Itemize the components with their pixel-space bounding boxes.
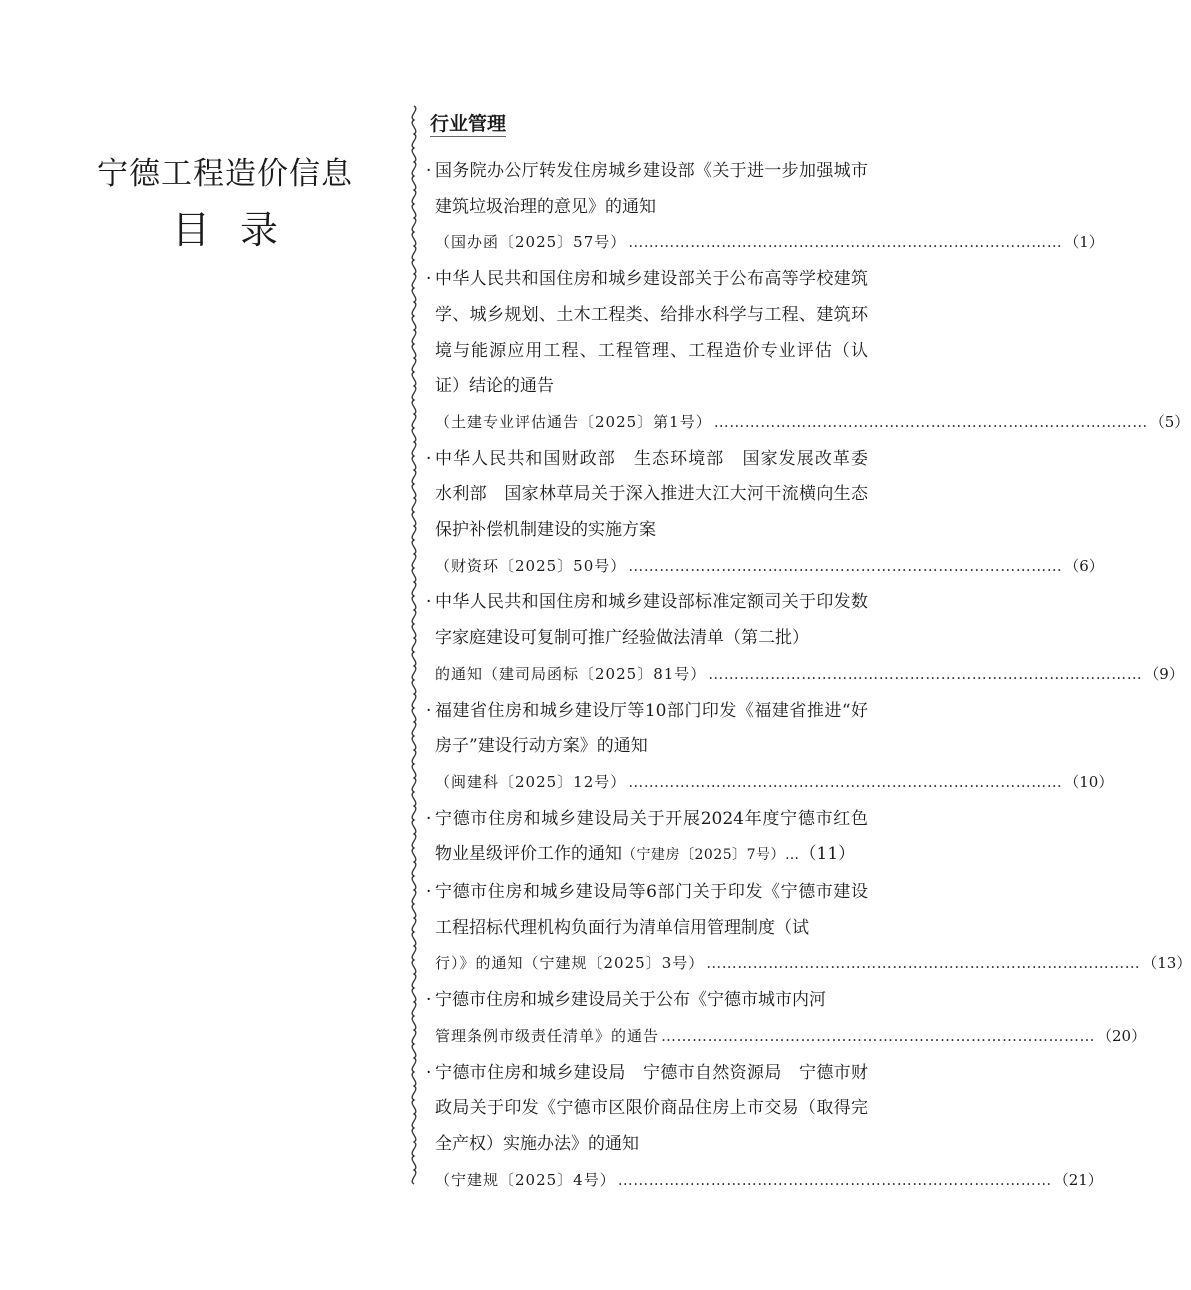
entry-ref-line: [428, 946, 1191, 982]
toc-entry[interactable]: [428, 875, 1191, 982]
entry-page-number: （10）: [1064, 772, 1114, 791]
toc-entry[interactable]: [428, 694, 1114, 801]
toc-entry[interactable]: [428, 442, 1104, 585]
entry-ref-line: [428, 1019, 1147, 1055]
entry-page-number: （11）: [799, 844, 856, 865]
toc-entry[interactable]: [428, 802, 868, 874]
dot-leader: …: [785, 847, 800, 864]
dot-leader: …………………………………………………………………………: [617, 1170, 1052, 1189]
entry-doc-number: （财资环〔2025〕50号）: [435, 556, 627, 575]
entry-doc-number: （闽建科〔2025〕12号）: [435, 772, 627, 791]
dot-leader: …………………………………………………………………………: [708, 664, 1143, 683]
entry-doc-number: （土建专业评估通告〔2025〕第1号）: [435, 412, 712, 431]
entry-ref-line: [428, 657, 1184, 693]
entry-page-number: （5）: [1149, 412, 1190, 431]
toc-title-block: [80, 150, 370, 260]
dot-leader: …………………………………………………………………………: [661, 1026, 1096, 1045]
entry-page-number: （20）: [1097, 1026, 1147, 1045]
toc-entry[interactable]: [428, 1056, 1103, 1199]
section-heading: 行业管理: [430, 113, 507, 135]
entry-page-number: （6）: [1064, 556, 1104, 575]
dot-leader: …………………………………………………………………………: [713, 412, 1148, 431]
dot-leader: …………………………………………………………………………: [628, 556, 1063, 575]
entry-title: · 宁德市住房和城乡建设局 宁德市自然资源局 宁德市财政局关于印发《宁德市区限价商品住房上市交易（取得完全产权）实施办法》的通知: [428, 1056, 868, 1163]
entry-title-tail: 管理条例市级责任清单》的通告: [435, 1026, 660, 1045]
toc-entry[interactable]: [428, 585, 1184, 692]
entry-ref-line: [428, 225, 1104, 261]
entry-title: · 福建省住房和城乡建设厅等10部门印发《福建省推进“好房子”建设行动方案》的通知: [428, 694, 868, 765]
entry-page-number: （1）: [1064, 233, 1104, 252]
entry-title: · 中华人民共和国财政部 生态环境部 国家发展改革委 水利部 国家林草局关于深入推进大江大河干流横向生态保护补偿机制建设的实施方案: [428, 442, 868, 549]
entry-title-tail: 的通知: [435, 664, 484, 683]
publication-title: 宁德工程造价信息: [97, 156, 353, 192]
entry-doc-number: （建司局函标〔2025〕81号）: [483, 664, 707, 683]
entry-title: · 中华人民共和国住房和城乡建设部标准定额司关于印发数字家庭建设可复制可推广经验做法清单（第二批）: [428, 585, 868, 656]
entry-doc-number: （宁建规〔2025〕3号）: [523, 954, 705, 973]
entry-ref-line: [428, 405, 1190, 441]
entry-title: · 宁德市住房和城乡建设局关于公布《宁德市城市内河: [428, 983, 868, 1019]
toc-entry[interactable]: [428, 154, 1104, 261]
toc-entry[interactable]: [428, 262, 1190, 441]
entry-ref-line: [428, 1163, 1103, 1199]
table-of-contents: [428, 108, 1191, 1199]
entry-page-number: （13）: [1142, 954, 1191, 973]
entry-doc-number: （宁建房〔2025〕7号）: [622, 847, 786, 864]
entry-page-number: （21）: [1053, 1170, 1103, 1189]
dot-leader: …………………………………………………………………………: [706, 954, 1141, 973]
entry-ref-line: [428, 765, 1114, 801]
entry-doc-number: （国办函〔2025〕57号）: [435, 233, 627, 252]
contents-heading: 目录: [171, 208, 308, 252]
entry-doc-number: （宁建规〔2025〕4号）: [435, 1170, 616, 1189]
entry-title: · 中华人民共和国住房和城乡建设部关于公布高等学校建筑学、城乡规划、土木工程类、给排水科学与工程、建筑环境与能源应用工程、工程管理、工程造价专业评估（认证）结论的通告: [428, 262, 868, 405]
entry-ref-line: [428, 549, 1104, 585]
entry-page-number: （9）: [1144, 664, 1184, 683]
dot-leader: …………………………………………………………………………: [628, 772, 1063, 791]
toc-entry[interactable]: [428, 983, 1147, 1054]
dot-leader: …………………………………………………………………………: [628, 233, 1063, 252]
entry-title: · 宁德市住房和城乡建设局等6部门关于印发《宁德市建设工程招标代理机构负面行为清单信用管理制度（试: [428, 875, 868, 946]
decorative-divider: [402, 106, 426, 1180]
entry-title: · 国务院办公厅转发住房城乡建设部《关于进一步加强城市建筑垃圾治理的意见》的通知: [428, 154, 868, 225]
entry-title: 宁德市住房和城乡建设局关于开展2024年度宁德市红色物业星级评价工作的通知: [435, 808, 868, 865]
entry-title-tail: 行）》的通知: [435, 954, 524, 973]
